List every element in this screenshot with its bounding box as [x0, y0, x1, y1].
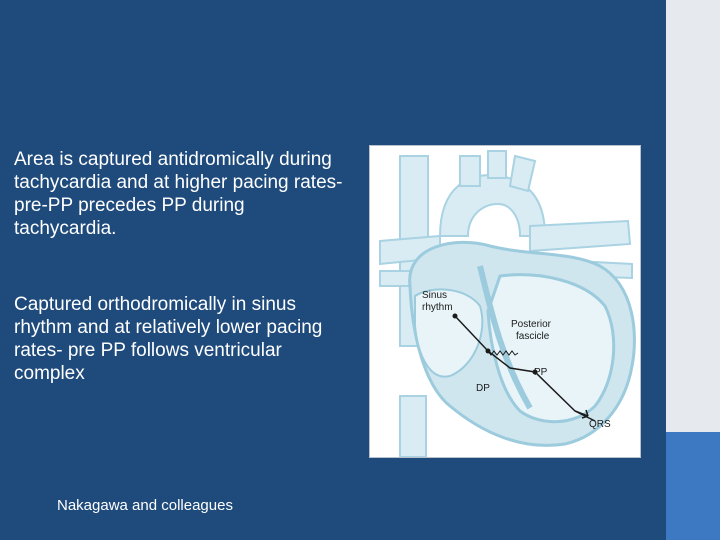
- sinus-node-dot: [453, 314, 458, 319]
- label-sinus: Sinus: [422, 290, 448, 301]
- right-accent-block: [666, 432, 720, 540]
- aorta-branch-2: [488, 151, 506, 178]
- label-pp: PP: [534, 367, 548, 378]
- label-qrs: QRS: [589, 419, 611, 430]
- label-fascicle: fascicle: [516, 331, 550, 342]
- inferior-vena-cava: [400, 396, 426, 457]
- heart-illustration: [370, 146, 640, 457]
- label-posterior: Posterior: [511, 319, 552, 330]
- paragraph-orthodromic: Captured orthodromically in sinus rhythm and at relatively lower pacing rates- pre PP follows ventricular complex: [14, 294, 323, 384]
- dp-dot: [486, 349, 491, 354]
- label-rhythm: rhythm: [422, 302, 453, 313]
- pulmonary-artery-right: [530, 221, 630, 251]
- heart-conduction-diagram: [369, 145, 641, 458]
- citation-caption: Nakagawa and colleagues: [57, 497, 233, 514]
- aorta-branch-3: [510, 156, 535, 191]
- label-dp: DP: [476, 383, 490, 394]
- paragraph-antidromic: Area is captured antidromically during tachycardia and at higher pacing rates-pre-PP precedes PP during tachycardia.: [14, 149, 343, 239]
- aorta-branch-1: [460, 156, 480, 186]
